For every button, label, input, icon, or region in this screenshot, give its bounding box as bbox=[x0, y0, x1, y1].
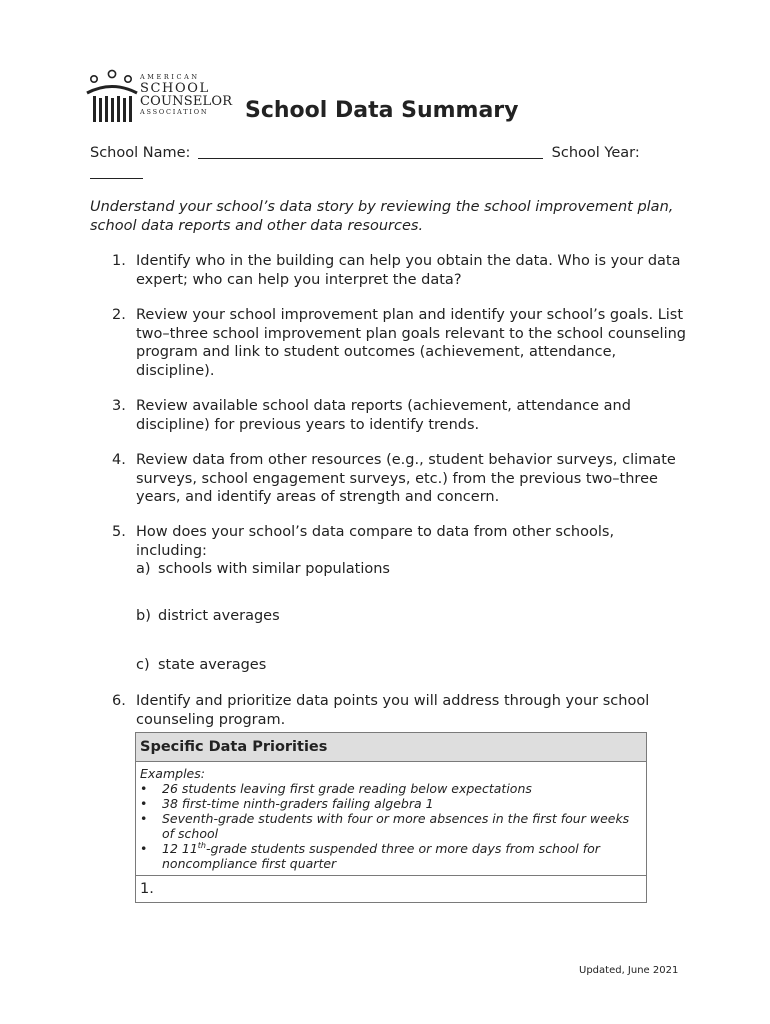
examples-label: Examples: bbox=[140, 766, 205, 781]
logo-line-3: COUNSELOR bbox=[140, 93, 233, 109]
example-item bbox=[140, 841, 642, 871]
logo-line-1: AMERICAN bbox=[140, 73, 200, 81]
intro-text: Understand your school’s data story by reviewing the school improvement plan, school data reports and other data resources. bbox=[90, 199, 674, 234]
school-name-label: School Name: bbox=[90, 145, 191, 161]
asca-logo bbox=[86, 68, 233, 126]
logo-wordmark bbox=[140, 73, 233, 116]
example-item-superscript: th bbox=[197, 840, 207, 850]
step-number: 6. bbox=[112, 693, 126, 709]
table-header: Specific Data Priorities bbox=[136, 733, 646, 762]
school-year-field[interactable] bbox=[90, 178, 143, 179]
school-name-field[interactable] bbox=[198, 144, 543, 159]
sub-item-text: state averages bbox=[158, 657, 267, 673]
school-year-label: School Year: bbox=[551, 145, 640, 161]
data-priorities-table bbox=[135, 732, 647, 903]
logo-line-2: SCHOOL bbox=[140, 80, 210, 96]
step-text: Review available school data reports (achievement, attendance and discipline) for previous years to identify trends. bbox=[136, 398, 631, 433]
step-text: Identify who in the building can help you obtain the data. Who is your data expert; who can help you interpret the data? bbox=[136, 253, 681, 288]
step-text: Review data from other resources (e.g., student behavior surveys, climate surveys, school engagement surveys, etc.) from the previous two–three years, and identify areas of strength and concern. bbox=[136, 452, 676, 505]
example-item-prefix: 12 11 bbox=[162, 841, 198, 856]
step-number: 5. bbox=[112, 524, 126, 540]
step-number: 2. bbox=[112, 307, 126, 323]
sub-item-letter: c) bbox=[136, 657, 150, 673]
example-item: • Seventh-grade students with four or more absences in the first four weeks of school bbox=[140, 811, 642, 841]
counselor-figures-icon bbox=[86, 68, 138, 126]
example-item-rest: -grade students suspended three or more days from school for noncompliance first quarter bbox=[162, 841, 600, 871]
step-text: How does your school’s data compare to data from other schools, including: bbox=[136, 524, 615, 559]
example-item: • 26 students leaving first grade reading below expectations bbox=[140, 781, 642, 796]
step-number: 4. bbox=[112, 452, 126, 468]
sub-item-text: district averages bbox=[158, 608, 280, 624]
page-title: School Data Summary bbox=[245, 98, 519, 123]
sub-item-letter: a) bbox=[136, 561, 151, 577]
step-number: 1. bbox=[112, 253, 126, 269]
sub-item-letter: b) bbox=[136, 608, 151, 624]
footer-updated: Updated, June 2021 bbox=[579, 965, 679, 976]
priority-row[interactable]: 1. bbox=[140, 881, 154, 897]
logo-line-4: ASSOCIATION bbox=[140, 107, 209, 116]
school-info-line bbox=[90, 144, 640, 161]
examples-cell bbox=[136, 762, 646, 876]
step-text: Review your school improvement plan and identify your school’s goals. List two–three school improvement plan goals relevant to the school counseling program and link to student outcomes (achievement, attendance, discipline). bbox=[136, 307, 686, 379]
step-text: Identify and prioritize data points you will address through your school counseling program. bbox=[136, 693, 650, 728]
example-item: • 38 first-time ninth-graders failing algebra 1 bbox=[140, 796, 642, 811]
sub-item-text: schools with similar populations bbox=[158, 561, 390, 577]
step-number: 3. bbox=[112, 398, 126, 414]
